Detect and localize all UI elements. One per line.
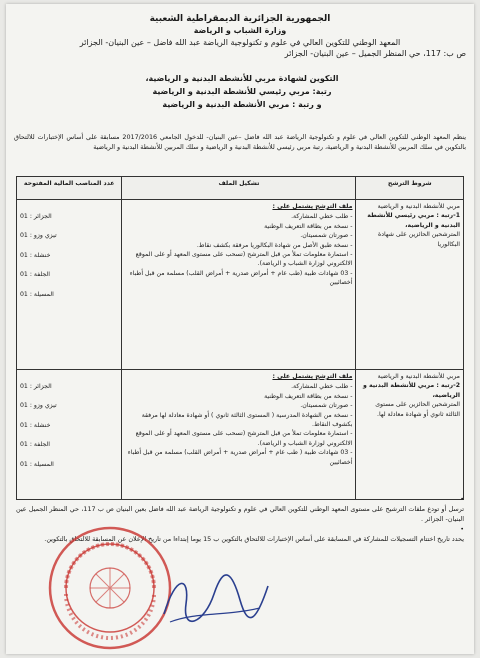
title-line-3: و رتبة : مربي الأنشطة البدنية و الرياضية <box>162 100 322 109</box>
post-count: المسيلة : 01 <box>20 460 54 468</box>
condition-title: مربي للأنشطة البدنية و الرياضية <box>377 373 460 380</box>
post-count: المسيلة : 01 <box>20 290 54 298</box>
file-item: - نسخة من الشهادة المدرسية ( المستوى الثالثة ثانوي ) أو شهادة معادلة لها مرفقة بكشوف النقاط. <box>141 411 353 429</box>
conditions-cell <box>356 200 464 370</box>
header-ministry: وزارة الشباب و الرياضة <box>193 26 287 35</box>
requirements-table <box>16 176 464 500</box>
intro-paragraph: ينظم المعهد الوطني للتكوين العالي في علوم و تكنولوجية الرياضة عبد الله فاضل –عين البنيان- للدخول الجامعي 2017/2016 مسابقة على أساس الإختبارات للالتحاق بالتكوين في سلك المربين للأنشطة البدنية و الرياضية، رتبة مربي رئيسي للأنشطة البدنية و الرياضية و سلك المربين للأنشطة البدنية و الرياضية <box>14 133 466 151</box>
post-count: خنشلة : 01 <box>20 421 51 429</box>
note-item: • ترسل أو تودع ملفات الترشيح على مستوى المعهد الوطني للتكوين العالي في علوم و تكنولوجية الرياضة عبد الله فاضل بعين البنيان ص ب 117، حي المنظر الجميل عين البنيان- الجزائر . <box>16 495 464 523</box>
post-count: تيزي وزو : 01 <box>20 232 57 240</box>
title-line-1: التكوين لشهادة مربي للأنشطة البدنية و الرياضية، <box>145 74 339 83</box>
header-file: تشكيل الملف <box>122 177 356 200</box>
table-row <box>17 370 464 500</box>
post-count: الجزائر : 01 <box>20 383 52 390</box>
official-seal-icon <box>46 524 174 652</box>
file-item: - استمارة معلومات تملأ من قبل المترشح (تسحب على مستوى المعهد أو على الموقع الالكتروني لوزارة الشباب و الرياضة). <box>135 251 353 268</box>
header-conditions: شروط الترشح <box>356 177 464 200</box>
file-item: - نسخة من بطاقة التعريف الوطنية <box>264 392 353 400</box>
post-count: خنشلة : 01 <box>20 251 51 259</box>
file-cell <box>122 370 356 500</box>
file-item: - 03 شهادات طبية ( طب عام + أمراض صدرية + أمراض القلب) مسلمة من قبل أطباء أخصائيين <box>127 449 353 466</box>
file-item: - استمارة معلومات تملأ من قبل المترشح (تسحب على مستوى المعهد أو على الموقع الالكتروني لوزارة الشباب و الرياضة). <box>135 430 353 447</box>
signature-icon <box>156 564 276 634</box>
file-item: - 03 شهادات طبية (طب عام + أمراض صدرية + أمراض القلب) مسلمة من قبل أطباء أخصائيين <box>129 269 353 287</box>
header-institute: المعهد الوطني للتكوين العالي في علوم و تكنولوجية الرياضة عبد الله فاضل – عين البنيان- الجزائر <box>79 38 401 47</box>
condition-detail: المترشحين الحائزين على شهادة البكالوريا <box>378 231 460 248</box>
posts-cell <box>17 370 122 500</box>
table-header-row <box>17 177 464 200</box>
file-item: - طلب خطي للمشاركة. <box>291 213 353 221</box>
file-item: - طلب خطي للمشاركة. <box>291 383 353 391</box>
condition-rank: 2-رتبة : مربي للأنشطة البدنية و الرياضية، <box>363 382 460 399</box>
file-item: - نسخة طبق الأصل من شهادة البكالوريا مرفقة بكشف نقاط. <box>196 241 353 249</box>
posts-cell <box>17 200 122 370</box>
file-head: ملف الترشح يشتمل على : <box>272 373 353 380</box>
post-count: الجزائر : 01 <box>20 213 52 220</box>
post-count: تيزي وزو : 01 <box>20 402 57 410</box>
file-cell <box>122 200 356 370</box>
header-address: ص ب: 117، حي المنظر الجميل – عين البنيان- الجزائر <box>284 49 466 58</box>
title-line-2: رتبة: مربي رئيسي للأنشطة البدنية و الرياضية <box>152 87 332 96</box>
condition-title: مربي للأنشطة البدنية و الرياضية <box>377 203 460 210</box>
file-item: - صورتان شمسيتان. <box>300 232 353 240</box>
file-item: - نسخة من بطاقة التعريف الوطنية <box>264 222 353 230</box>
condition-detail: المترشحين الحائزين على مستوى الثالثة ثانوي أو شهادة معادلة لها. <box>375 401 460 418</box>
conditions-cell <box>356 370 464 500</box>
header-republic: الجمهورية الجزائرية الديمقراطية الشعبية <box>149 14 331 24</box>
header-posts: عدد المناصب المالية المفتوحة <box>17 177 122 200</box>
note-item: • يحدد تاريخ اختتام التسجيلات للمشاركة في المسابقة على أساس الإختبارات للالتحاق بالتكوين ب 15 يوما إبتداءا من تاريخ الإعلان عن المسابقة للالتحاق بالتكوين. <box>44 525 464 543</box>
document-page <box>6 4 474 654</box>
file-item: - صورتان شمسيتان. <box>300 402 353 410</box>
announcement-title <box>124 72 360 128</box>
condition-rank: 1-رتبة : مربي رئيسي للأنشطة البدنية و الرياضية، <box>367 212 460 229</box>
post-count: الجلفة : 01 <box>20 271 50 279</box>
table-row <box>17 200 464 370</box>
file-head: ملف الترشح يشتمل على : <box>272 203 353 210</box>
post-count: الجلفة : 01 <box>20 441 50 449</box>
